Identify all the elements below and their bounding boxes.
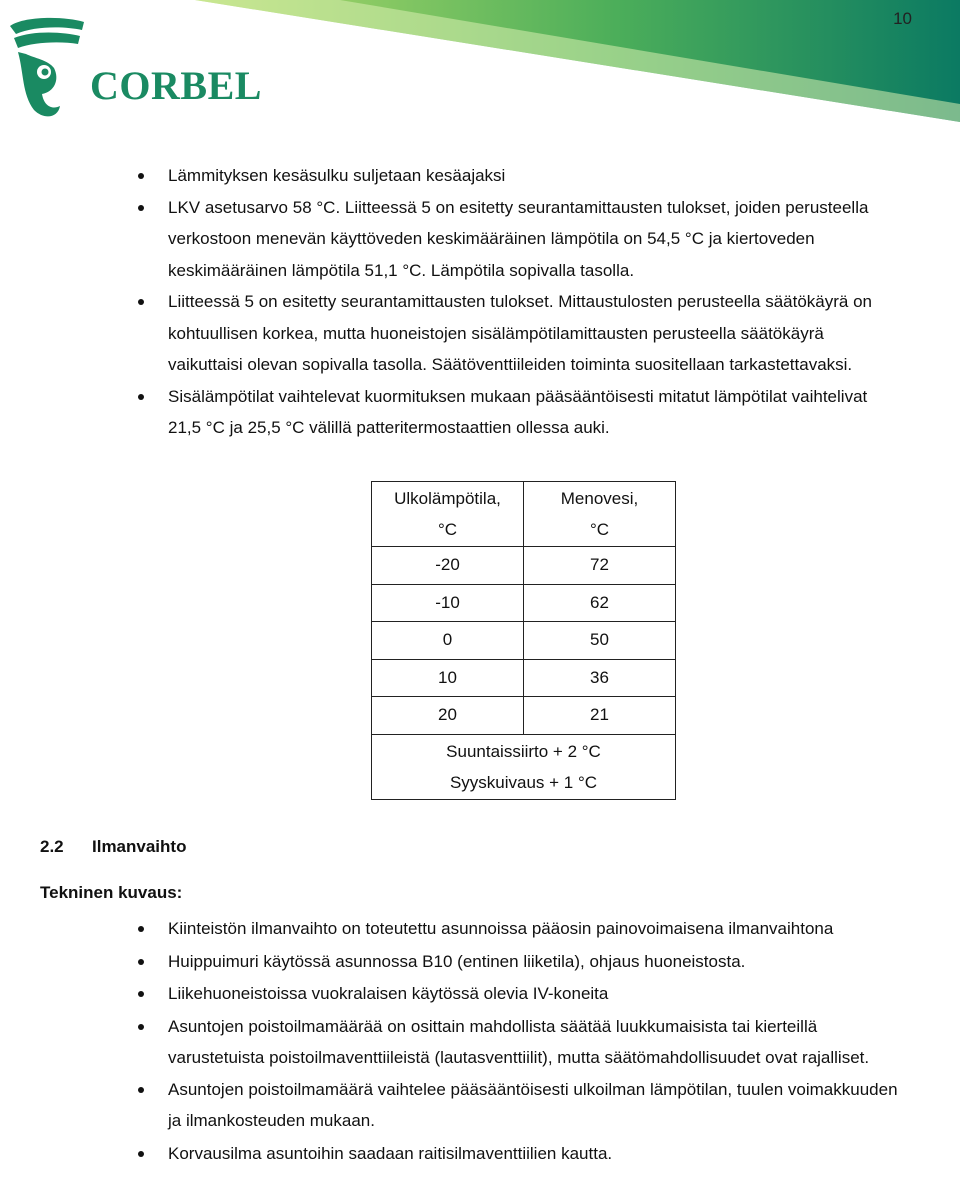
bullet-icon xyxy=(138,173,144,179)
heating-curve-table xyxy=(371,481,676,800)
table-header-row xyxy=(372,482,676,547)
outdoor-cell: -20 xyxy=(372,547,524,585)
list-item: Liikehuoneistoissa vuokralaisen käytössä olevia IV-koneita xyxy=(0,978,960,1009)
list-item: Asuntojen poistoilmamäärä vaihtelee pääsääntöisesti ulkoilman lämpötilan, tuulen voimakkuuden ja ilmankosteuden mukaan. xyxy=(0,1074,960,1136)
bullet-icon xyxy=(138,1024,144,1030)
heating-bullet-list xyxy=(0,160,960,444)
table-row xyxy=(372,547,676,585)
bullet-icon xyxy=(138,299,144,305)
list-item: LKV asetusarvo 58 °C. Liitteessä 5 on esitetty seurantamittausten tulokset, joiden perusteella verkostoon menevän käyttöveden keskimääräinen lämpötila on 54,5 °C ja kiertoveden keskimääräinen lämpötila 51,1 °C. Lämpötila sopivalla tasolla. xyxy=(0,192,960,287)
supply-cell: 21 xyxy=(524,697,676,735)
bullet-icon xyxy=(138,1151,144,1157)
bullet-icon xyxy=(138,394,144,400)
table-footer-row xyxy=(372,734,676,799)
supply-cell: 36 xyxy=(524,659,676,697)
supply-cell: 50 xyxy=(524,622,676,660)
bullet-icon xyxy=(138,959,144,965)
list-item: Korvausilma asuntoihin saadaan raitisilmaventtiilien kautta. xyxy=(0,1138,960,1169)
list-item: Sisälämpötilat vaihtelevat kuormituksen mukaan pääsääntöisesti mitatut lämpötilat vaihtelivat 21,5 °C ja 25,5 °C välillä patteritermostaattien ollessa auki. xyxy=(0,381,960,444)
table-footer-note: Suuntaissiirto + 2 °C Syyskuivaus + 1 °C xyxy=(372,734,676,799)
supply-cell: 72 xyxy=(524,547,676,585)
table-row xyxy=(372,622,676,660)
bullet-icon xyxy=(138,205,144,211)
list-item: Liitteessä 5 on esitetty seurantamittausten tulokset. Mittaustulosten perusteella säätökäyrä on kohtuullisen korkea, mutta huoneistojen sisälämpötilamittausten perusteella säätökäyrä vaikuttaisi olevan sopivalla tasolla. Säätöventtiileiden toiminta suositellaan tarkastettavaksi. xyxy=(0,286,960,381)
table-row xyxy=(372,659,676,697)
header-outdoor-temp: Ulkolämpötila, °C xyxy=(372,482,524,547)
logo-text: CORBEL xyxy=(90,63,262,108)
section-heading xyxy=(40,837,186,857)
header-supply-water: Menovesi, °C xyxy=(524,482,676,547)
bullet-icon xyxy=(138,991,144,997)
list-item: Huippuimuri käytössä asunnossa B10 (entinen liiketila), ohjaus huoneistosta. xyxy=(0,946,960,977)
page-number: 10 xyxy=(893,9,912,28)
subsection-heading: Tekninen kuvaus: xyxy=(40,883,183,902)
bullet-icon xyxy=(138,1087,144,1093)
bullet-icon xyxy=(138,926,144,932)
supply-cell: 62 xyxy=(524,584,676,622)
ventilation-bullet-list xyxy=(0,913,960,1170)
list-item: Kiinteistön ilmanvaihto on toteutettu asunnoissa pääosin painovoimaisena ilmanvaihtona xyxy=(0,913,960,944)
list-item: Lämmityksen kesäsulku suljetaan kesäajaksi xyxy=(0,160,960,192)
section-title: Ilmanvaihto xyxy=(92,837,187,856)
outdoor-cell: 0 xyxy=(372,622,524,660)
corbel-logo-icon xyxy=(4,14,94,122)
list-item: Asuntojen poistoilmamäärää on osittain mahdollista säätää luukkumaisista tai kierteillä varustetuista poistoilmaventtiileistä (lautasventtiilit), mutta säätömahdollisuudet ovat rajalliset. xyxy=(0,1011,960,1073)
table-row xyxy=(372,697,676,735)
outdoor-cell: 20 xyxy=(372,697,524,735)
section-number: 2.2 xyxy=(40,837,64,856)
table-row xyxy=(372,584,676,622)
outdoor-cell: 10 xyxy=(372,659,524,697)
outdoor-cell: -10 xyxy=(372,584,524,622)
